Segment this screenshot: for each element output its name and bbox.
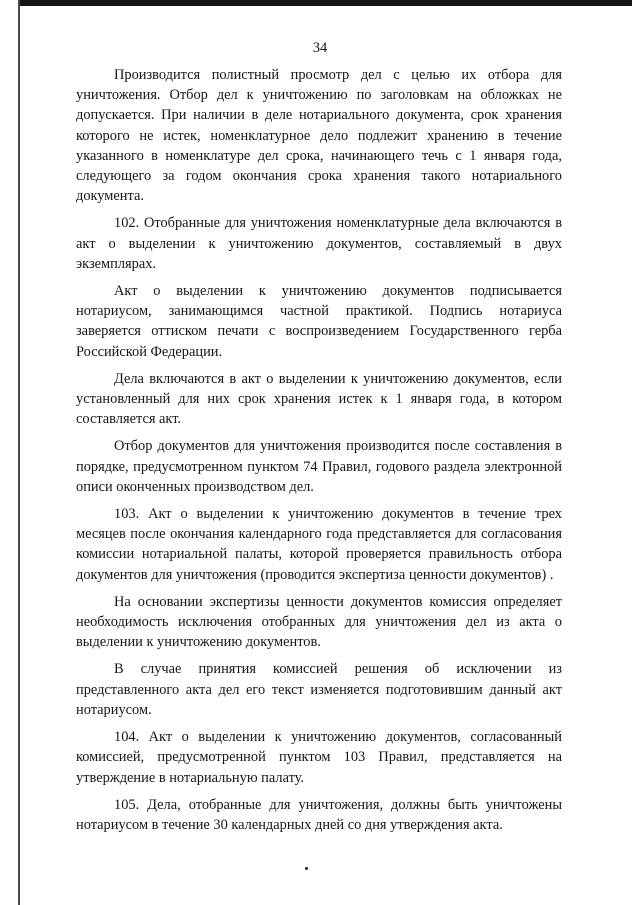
scan-dot [305,867,308,870]
paragraph-act-signature: Акт о выделении к уничтожению документов подписывается нотариусом, занимающимся частной практикой. Подпись нотариуса заверяется оттиском печати с воспроизведением Государственного герба Российской Федерации. [76,283,562,360]
paragraph-review-procedure: Производится полистный просмотр дел с целью их отбора для уничтожения. Отбор дел к уничтожению по заголовкам на обложках не допускается. При наличии в деле нотариального документа, срок хранения которого не истек, номенклатурное дело подлежит хранению в течение указанного в номенклатуре дел срока, начинающего течь с 1 января года, следующего за годом окончания срока хранения такого нотариального документа. [76,67,562,205]
paragraph-104: 104. Акт о выделении к уничтожению документов, согласованный комиссией, предусмотренной пунктом 103 Правил, представляется на утверждение в нотариальную палату. [76,729,562,786]
scan-left-edge [18,0,20,905]
paragraph-103: 103. Акт о выделении к уничтожению документов в течение трех месяцев после окончания календарного года представляется для согласования комиссии нотариальной палаты, которой проверяется правильность отбора документов для уничтожения (проводится экспертиза ценности документов) . [76,506,562,583]
paragraph-selection-timing: Отбор документов для уничтожения производится после составления в порядке, предусмотренном пунктом 74 Правил, годового раздела электронной описи оконченных производством дел. [76,438,562,495]
scan-top-edge [18,0,632,6]
paragraph-102: 102. Отобранные для уничтожения номенклатурные дела включаются в акт о выделении к уничтожению документов, составляемый в двух экземплярах. [76,215,562,272]
paragraph-inclusion-criteria: Дела включаются в акт о выделении к уничтожению документов, если установленный для них срок хранения истек к 1 января года, в котором составляется акт. [76,370,562,428]
page-number: 34 [312,40,328,56]
paragraph-exclusion: В случае принятия комиссией решения об исключении из представленного акта дел его текст изменяется подготовившим данный акт нотариусом. [76,661,562,718]
paragraph-105: 105. Дела, отобранные для уничтожения, должны быть уничтожены нотариусом в течение 30 календарных дней со дня утверждения акта. [76,796,562,833]
paragraph-commission-decision: На основании экспертизы ценности документов комиссия определяет необходимость исключения отобранных для уничтожения дел из акта о выделении к уничтожению документов. [76,593,562,651]
document-body [76,65,562,835]
